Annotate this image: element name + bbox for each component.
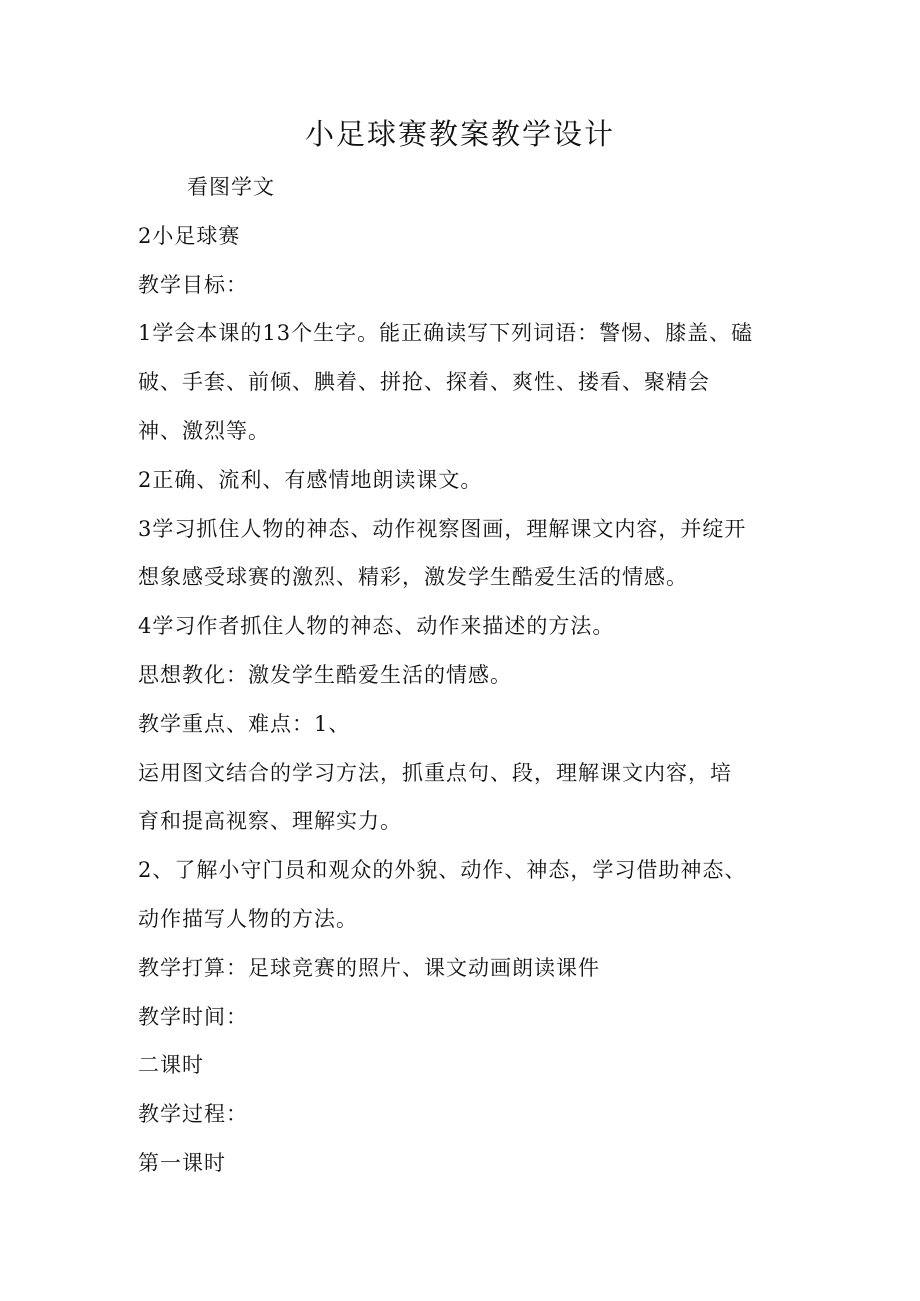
moral-education: 思想教化：激发学生酷爱生活的情感。 [138, 662, 512, 687]
lesson-title: 2小足球赛 [138, 223, 241, 248]
objective-4: 4学习作者抓住人物的神态、动作来描述的方法。 [138, 614, 615, 639]
section-heading-teaching-time: 教学时间： [138, 1004, 248, 1029]
section-heading-objectives: 教学目标： [138, 272, 248, 297]
key-point-1-line-2: 育和提高视察、理解实力。 [138, 809, 402, 834]
key-point-2-line-1: 2、了解小守门员和观众的外貌、动作、神态，学习借助神态、 [138, 858, 747, 883]
first-lesson-heading: 第一课时 [138, 1150, 226, 1175]
document-title: 小足球赛教案教学设计 [304, 117, 615, 151]
teaching-time-value: 二课时 [138, 1053, 204, 1078]
objective-1-line-1: 1学会本课的13个生字。能正确读写下列词语：警惕、膝盖、磕 [138, 321, 754, 346]
teaching-preparation: 教学打算：足球竞赛的照片、课文动画朗读课件 [138, 955, 600, 980]
objective-3-line-1: 3学习抓住人物的神态、动作视察图画，理解课文内容，并绽开 [138, 516, 747, 541]
objective-3-line-2: 想象感受球赛的激烈、精彩，激发学生酷爱生活的情感。 [138, 565, 688, 590]
key-point-2-line-2: 动作描写人物的方法。 [138, 906, 358, 931]
subheading-look-and-learn: 看图学文 [187, 175, 275, 199]
objective-2: 2正确、流利、有感情地朗读课文。 [138, 467, 483, 492]
key-point-1-line-1: 运用图文结合的学习方法，抓重点句、段，理解课文内容，培 [138, 760, 732, 785]
objective-1-line-2: 破、手套、前倾、腆着、拼抢、探着、爽性、搂看、聚精会 [138, 370, 710, 395]
document-body [138, 163, 786, 1188]
section-heading-key-points: 教学重点、难点：1、 [138, 711, 351, 736]
objective-1-line-3: 神、激烈等。 [138, 418, 270, 443]
section-heading-teaching-process: 教学过程： [138, 1102, 248, 1127]
